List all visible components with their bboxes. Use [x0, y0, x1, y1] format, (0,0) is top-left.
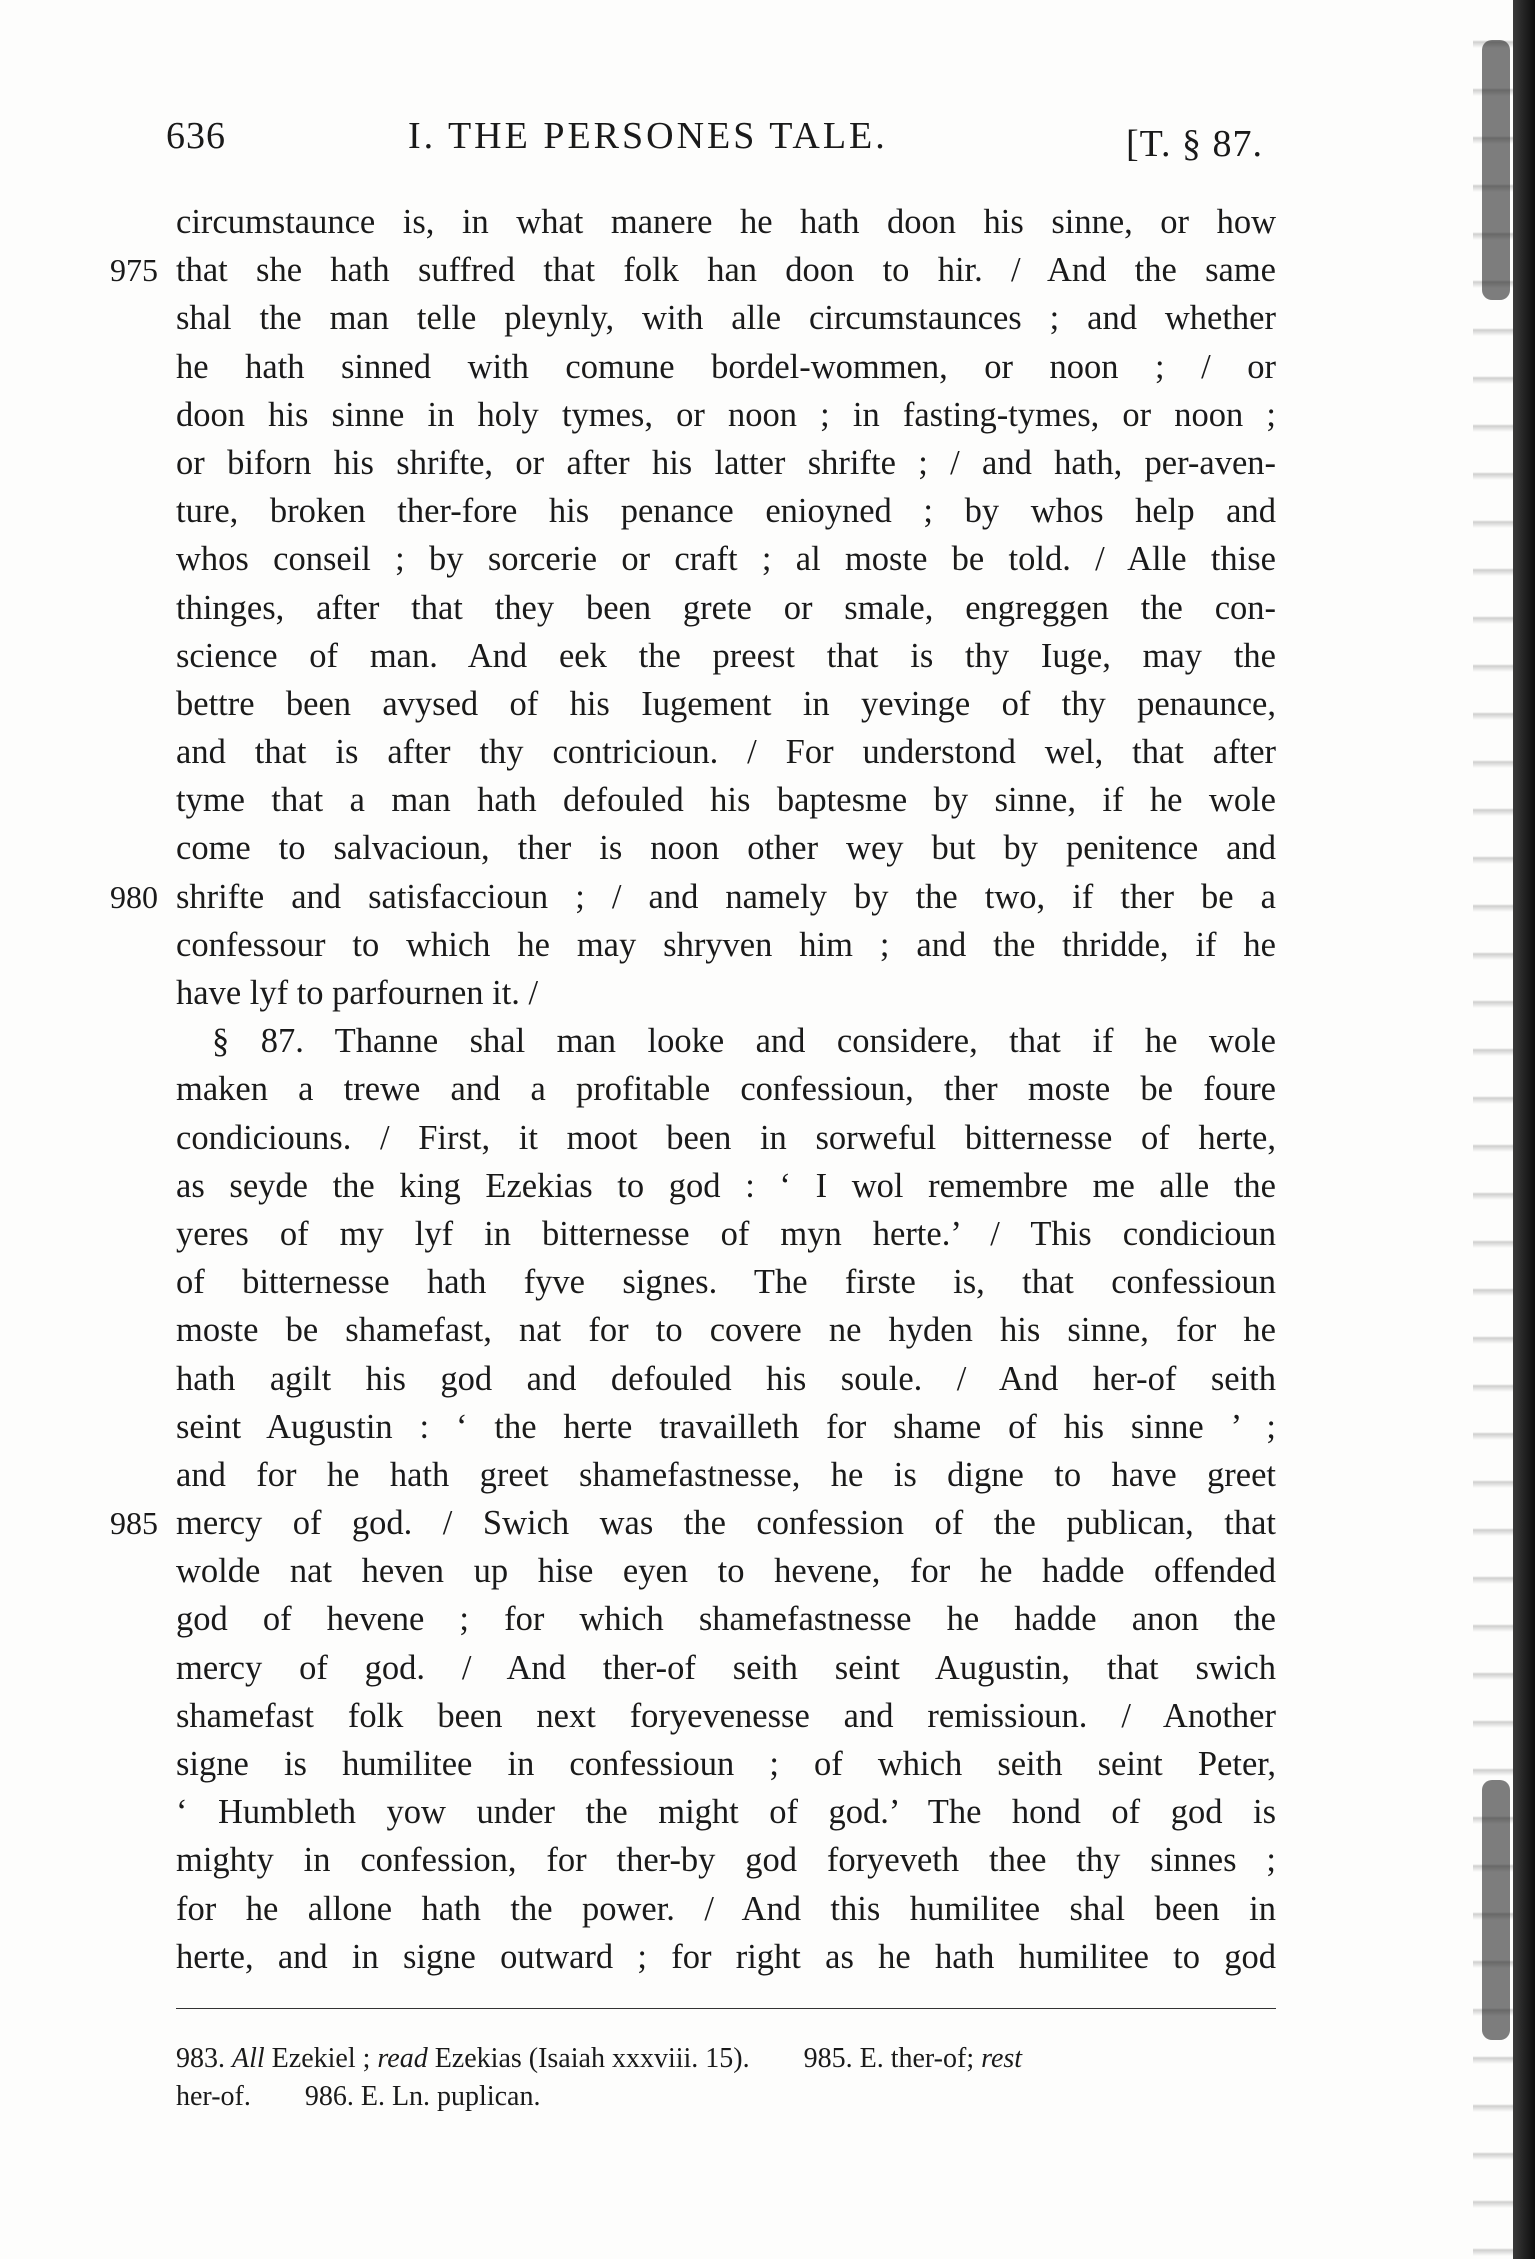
page-header [166, 108, 1276, 168]
footnote-italic: All [232, 2043, 265, 2074]
line-number: 985 [110, 1505, 158, 1542]
line-text: he hath sinned with comune bordel-wommen, or noon ; / or [176, 347, 1276, 386]
binding-smudge [1482, 40, 1510, 300]
text-line [176, 198, 1276, 246]
text-line [176, 824, 1276, 872]
text-line [176, 969, 1276, 1017]
line-text: have lyf to parfournen it. / [176, 974, 539, 1012]
line-text: signe is humilitee in confessioun ; of which seith seint Peter, [176, 1745, 1276, 1783]
line-text: as seyde the king Ezekias to god : ‘ I wol remembre me alle the [176, 1166, 1276, 1205]
text-line [176, 1788, 1276, 1836]
text-line [176, 1114, 1276, 1162]
text-line [176, 584, 1276, 632]
text-line [176, 1740, 1276, 1788]
line-text: whos conseil ; by sorcerie or craft ; al moste be told. / Alle thise [176, 540, 1276, 579]
footnote-text: Ezekias (Isaiah xxxviii. 15). [434, 2043, 750, 2074]
text-line [176, 776, 1276, 824]
line-text: bettre been avysed of his Iugement in yevinge of thy penaunce, [176, 684, 1276, 723]
line-text: shal the man telle pleynly, with alle circumstaunces ; and whether [176, 299, 1276, 338]
line-number: 975 [110, 252, 158, 289]
body-text [110, 198, 1276, 1981]
text-line [176, 1692, 1276, 1740]
line-text: mercy of god. / Swich was the confession of the publican, that [176, 1504, 1276, 1543]
footnote-number: 983. [176, 2043, 225, 2074]
text-line [176, 1933, 1276, 1981]
text-line [176, 1017, 1276, 1065]
line-text: ture, broken ther-fore his penance enioyned ; by whos help and [176, 492, 1276, 531]
line-text: moste be shamefast, nat for to covere ne hyden his sinne, for he [176, 1311, 1276, 1350]
line-text: herte, and in signe outward ; for right as he hath humilitee to god [176, 1937, 1276, 1976]
line-text: mercy of god. / And ther-of seith seint Augustin, that swich [176, 1648, 1276, 1687]
line-number: 980 [110, 878, 158, 915]
line-text: that she hath suffred that folk han doon to hir. / And the same [176, 251, 1276, 290]
text-line [176, 343, 1276, 391]
line-text: condiciouns. / First, it moot been in sorweful bitternesse of herte, [176, 1118, 1276, 1157]
line-text: confessour to which he may shryven him ; and the thridde, if he [176, 925, 1276, 964]
line-text: tyme that a man hath defouled his baptesme by sinne, if he wole [176, 781, 1276, 820]
line-text: mighty in confession, for ther-by god foryeveth thee thy sinnes ; [176, 1841, 1276, 1880]
text-line [176, 632, 1276, 680]
text-line [176, 487, 1276, 535]
text-line [176, 439, 1276, 487]
line-text: doon his sinne in holy tymes, or noon ; in fasting-tymes, or noon ; [176, 395, 1276, 434]
page-number: 636 [166, 115, 226, 157]
footnote-text: Ezekiel ; [271, 2043, 371, 2074]
text-line [176, 1403, 1276, 1451]
text-line [176, 1258, 1276, 1306]
running-title: I. THE PERSONES TALE. [408, 115, 888, 157]
footnote-text: E. ther-of; [859, 2043, 975, 2074]
footnote-text: E. Ln. puplican. [360, 2081, 541, 2112]
text-line [176, 680, 1276, 728]
line-text: wolde nat heven up hise eyen to hevene, for he hadde offended [176, 1552, 1276, 1591]
text-line [176, 1547, 1276, 1595]
line-text: thinges, after that they been grete or smale, engreggen the con- [176, 588, 1276, 627]
text-line [176, 728, 1276, 776]
text-line [176, 1210, 1276, 1258]
footnote-line [176, 2078, 1276, 2116]
line-text: seint Augustin : ‘ the herte travailleth for shame of his sinne ’ ; [176, 1407, 1276, 1446]
text-line [176, 1162, 1276, 1210]
text-line [176, 1065, 1276, 1113]
footnote-italic: rest [981, 2043, 1023, 2074]
text-line [110, 1499, 1276, 1547]
line-text: or biforn his shrifte, or after his latter shrifte ; / and hath, per-aven- [176, 443, 1276, 482]
line-text: for he allone hath the power. / And this humilitee shal been in [176, 1889, 1276, 1928]
footnote-rule [176, 2008, 1276, 2009]
line-text: and that is after thy contricioun. / For understond wel, that after [176, 733, 1276, 772]
binding-smudge [1482, 1780, 1510, 2040]
text-line [176, 921, 1276, 969]
line-text: shamefast folk been next foryevenesse and remissioun. / Another [176, 1696, 1276, 1735]
line-text: yeres of my lyf in bitternesse of myn herte.’ / This condicioun [176, 1214, 1276, 1253]
text-line [110, 246, 1276, 294]
text-line [176, 1355, 1276, 1403]
line-text: and for he hath greet shamefastnesse, he is digne to have greet [176, 1455, 1276, 1494]
footnote-line [176, 2040, 1276, 2078]
line-text: of bitternesse hath fyve signes. The firste is, that confessioun [176, 1263, 1276, 1302]
text-line [176, 1644, 1276, 1692]
text-line [176, 1885, 1276, 1933]
text-line [176, 1595, 1276, 1643]
text-line [110, 873, 1276, 921]
line-text: hath agilt his god and defouled his soule. / And her-of seith [176, 1359, 1276, 1398]
text-line [176, 1836, 1276, 1884]
text-line [176, 1306, 1276, 1354]
text-line [176, 1451, 1276, 1499]
footnote-number: 986. [304, 2081, 354, 2112]
footnote-italic: read [377, 2043, 428, 2074]
line-text: ‘ Humbleth yow under the might of god.’ The hond of god is [176, 1793, 1276, 1832]
line-text: maken a trewe and a profitable confessioun, ther moste be foure [176, 1070, 1276, 1109]
section-marker: [T. § 87. [1126, 123, 1264, 165]
footnote-number: 985. [803, 2043, 853, 2074]
line-text: § 87. Thanne shal man looke and considere, that if he wole [212, 1022, 1276, 1061]
line-text: god of hevene ; for which shamefastnesse he hadde anon the [176, 1600, 1276, 1639]
line-text: come to salvacioun, ther is noon other wey but by penitence and [176, 829, 1276, 868]
binding-edge [1513, 0, 1535, 2259]
footnotes [176, 2040, 1276, 2116]
line-text: science of man. And eek the preest that is thy Iuge, may the [176, 636, 1276, 675]
line-text: shrifte and satisfaccioun ; / and namely by the two, if ther be a [176, 877, 1276, 916]
footnote-text: her-of. [176, 2081, 251, 2112]
text-line [176, 535, 1276, 583]
line-text: circumstaunce is, in what manere he hath doon his sinne, or how [176, 203, 1276, 241]
text-line [176, 391, 1276, 439]
text-line [176, 294, 1276, 342]
